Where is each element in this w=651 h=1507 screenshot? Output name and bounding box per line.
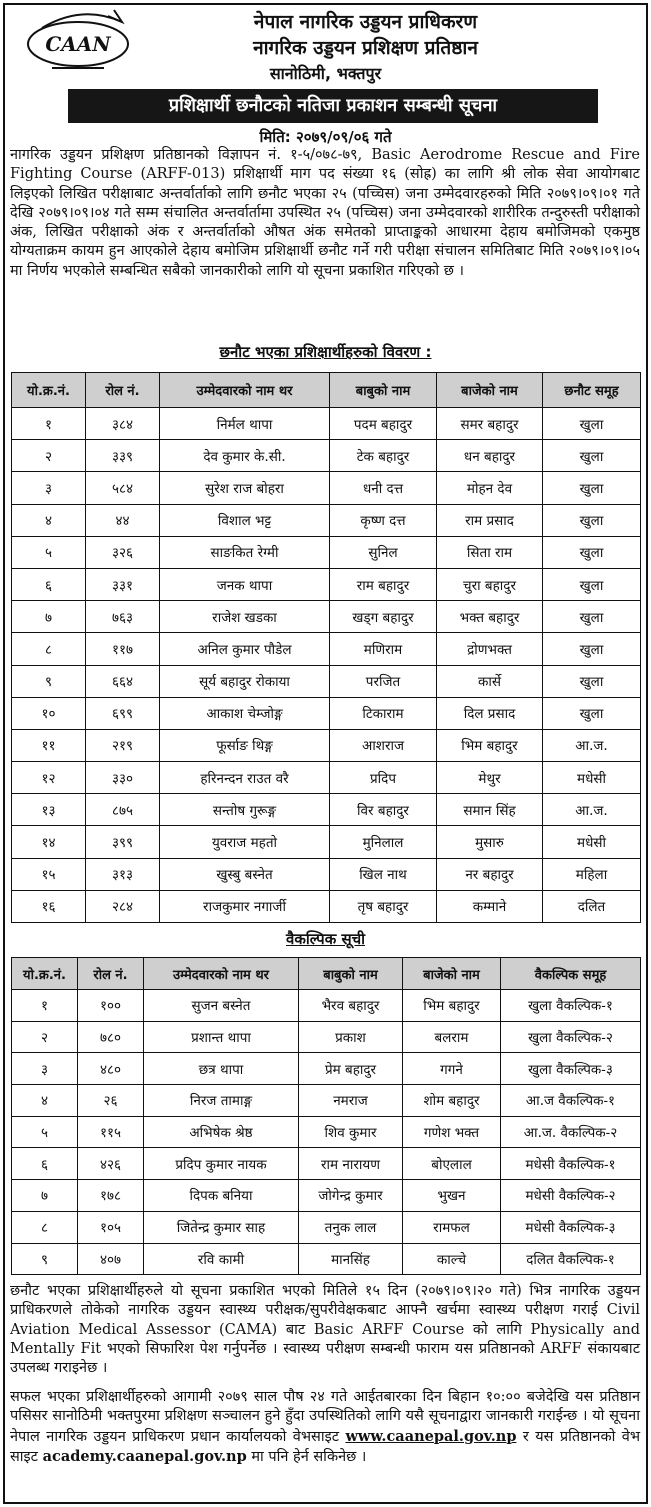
table-cell: समर बहादुर <box>437 408 543 440</box>
table-row <box>12 1180 641 1212</box>
table-cell: ५ <box>12 536 86 568</box>
table-cell: युवराज महतो <box>160 826 330 858</box>
table-cell: मधेसी वैकल्पिक-२ <box>501 1180 641 1212</box>
logo-text: CAAN <box>45 32 111 56</box>
table-row <box>12 472 641 504</box>
table-cell: ७८० <box>78 1021 144 1053</box>
column-header: रोल नं. <box>78 958 144 990</box>
table-cell: ७ <box>12 601 86 633</box>
table-row <box>12 665 641 697</box>
table-cell: ६ <box>12 1148 78 1180</box>
table-cell: सूर्य बहादुर रोकाया <box>160 665 330 697</box>
table-cell: ३३९ <box>86 440 160 472</box>
table-row <box>12 858 641 890</box>
table-header-row <box>12 373 641 408</box>
table-cell: ३३० <box>86 762 160 794</box>
table-cell: अनिल कुमार पौडेल <box>160 633 330 665</box>
table-row <box>12 601 641 633</box>
table-row <box>12 440 641 472</box>
table-cell: सुनिल <box>330 536 437 568</box>
table-cell: खुला <box>543 697 641 729</box>
table-row <box>12 1116 641 1148</box>
table-cell: मानसिंह <box>299 1243 403 1275</box>
table-cell: ३ <box>12 1053 78 1085</box>
table-cell: २६ <box>78 1085 144 1117</box>
table-cell: १०० <box>78 990 144 1022</box>
column-header: यो.क्र.नं. <box>12 373 86 408</box>
table-cell: १३ <box>12 794 86 826</box>
notice-title: प्रशिक्षार्थी छनौटको नतिजा प्रकाशन सम्बन्धी सूचना <box>68 89 598 123</box>
selected-candidates-table <box>11 372 641 923</box>
table-cell: खड्ग बहादुर <box>330 601 437 633</box>
table-cell: विर बहादुर <box>330 794 437 826</box>
table-cell: फूर्साङ थिङ्ग <box>160 729 330 761</box>
table-cell: शिव कुमार <box>299 1116 403 1148</box>
table-row <box>12 1211 641 1243</box>
final-paragraph <box>10 1388 640 1498</box>
table-cell: रवि कामी <box>144 1243 299 1275</box>
table-cell: साङकित रेग्मी <box>160 536 330 568</box>
table-cell: आ.ज. वैकल्पिक-२ <box>501 1116 641 1148</box>
table-cell: तनुक लाल <box>299 1211 403 1243</box>
notice-header <box>0 0 651 88</box>
table-cell: प्रशान्त थापा <box>144 1021 299 1053</box>
table-cell: दलित वैकल्पिक-१ <box>501 1243 641 1275</box>
table-cell: ४४ <box>86 504 160 536</box>
table-cell: जितेन्द्र कुमार साह <box>144 1211 299 1243</box>
column-header: यो.क्र.नं. <box>12 958 78 990</box>
table-cell: मधेसी वैकल्पिक-३ <box>501 1211 641 1243</box>
table-cell: ८ <box>12 633 86 665</box>
caanepal-website-link[interactable]: www.caanepal.gov.np <box>345 1427 517 1445</box>
academy-website-link[interactable]: academy.caanepal.gov.np <box>42 1447 247 1465</box>
table-cell: खुस्बु बस्नेत <box>160 858 330 890</box>
table-cell: १ <box>12 408 86 440</box>
medical-paragraph: छनौट भएका प्रशिक्षार्थीहरुले यो सूचना प्रकाशित भएको मितिले १५ दिन (२०७९।०९।२० गते) भित्र नागरिक उड्डयन प्राधिकरणले तोकेको नागरिक उड्डयन स्वास्थ्य परीक्षक/सुपरीवेक्षकबाट आफ्नै खर्चमा स्वास्थ्य परीक्षण गराई Civil Aviation Medical Assessor (CAMA) बाट Basic ARFF Course को लागि Physically and Mentally Fit भएको सिफारिश पेश गर्नुपर्नेछ । स्वास्थ्य परीक्षण सम्बन्धी फाराम यस प्रतिष्ठानको ARFF संकायबाट उपलब्ध गराइनेछ । <box>10 1283 640 1377</box>
table-cell: भक्त बहादुर <box>437 601 543 633</box>
table-cell: १ <box>12 990 78 1022</box>
table-row <box>12 762 641 794</box>
table-cell: खुला वैकल्पिक-१ <box>501 990 641 1022</box>
table-cell: ९ <box>12 665 86 697</box>
table-cell: सुजन बस्नेत <box>144 990 299 1022</box>
table-cell: खुला <box>543 568 641 600</box>
table-cell: १५ <box>12 858 86 890</box>
table-cell: ३९९ <box>86 826 160 858</box>
table-cell: ४ <box>12 1085 78 1117</box>
table-cell: ७ <box>12 1180 78 1212</box>
table-cell: खुला वैकल्पिक-३ <box>501 1053 641 1085</box>
table-row <box>12 568 641 600</box>
table-cell: दिल प्रसाद <box>437 697 543 729</box>
table-cell: बलराम <box>403 1021 501 1053</box>
table-row <box>12 633 641 665</box>
table-cell: १६ <box>12 890 86 922</box>
table-cell: १२ <box>12 762 86 794</box>
table-row <box>12 697 641 729</box>
table-cell: खुला <box>543 536 641 568</box>
table-cell: मुसारु <box>437 826 543 858</box>
table-cell: ४८० <box>78 1053 144 1085</box>
table-cell: निर्मल थापा <box>160 408 330 440</box>
table-cell: आ.ज. <box>543 794 641 826</box>
table-row <box>12 536 641 568</box>
table-cell: आ.ज वैकल्पिक-१ <box>501 1085 641 1117</box>
table-cell: प्रदिप <box>330 762 437 794</box>
table-cell: ३१३ <box>86 858 160 890</box>
table-cell: मुनिलाल <box>330 826 437 858</box>
table-cell: २ <box>12 1021 78 1053</box>
table-cell: नमराज <box>299 1085 403 1117</box>
table-cell: जोगेन्द्र कुमार <box>299 1180 403 1212</box>
table-row <box>12 1148 641 1180</box>
table-row <box>12 729 641 761</box>
table-cell: चुरा बहादुर <box>437 568 543 600</box>
column-header: बाजेको नाम <box>403 958 501 990</box>
table-cell: ४ <box>12 504 86 536</box>
table-cell: राम नारायण <box>299 1148 403 1180</box>
table-cell: मणिराम <box>330 633 437 665</box>
table-row <box>12 408 641 440</box>
table-cell: गणेश भक्त <box>403 1116 501 1148</box>
table-cell: द्रोणभक्त <box>437 633 543 665</box>
table-cell: बोएलाल <box>403 1148 501 1180</box>
table-cell: १७८ <box>78 1180 144 1212</box>
table-cell: सन्तोष गुरूङ्ग <box>160 794 330 826</box>
table-cell: नर बहादुर <box>437 858 543 890</box>
table-cell: तृष बहादुर <box>330 890 437 922</box>
column-header: वैकल्पिक समूह <box>501 958 641 990</box>
table-row <box>12 990 641 1022</box>
table-cell: धन बहादुर <box>437 440 543 472</box>
table-cell: ४२६ <box>78 1148 144 1180</box>
column-header: उम्मेदवारको नाम थर <box>144 958 299 990</box>
table-cell: भैरव बहादुर <box>299 990 403 1022</box>
table-cell: मेथुर <box>437 762 543 794</box>
table-cell: देव कुमार के.सी. <box>160 440 330 472</box>
table-row <box>12 504 641 536</box>
table-cell: राजकुमार नगार्जी <box>160 890 330 922</box>
table-cell: हरिनन्दन राउत वरै <box>160 762 330 794</box>
table-cell: ३ <box>12 472 86 504</box>
table-cell: मधेसी <box>543 826 641 858</box>
table-row <box>12 890 641 922</box>
table-cell: कार्से <box>437 665 543 697</box>
table-cell: आ.ज. <box>543 729 641 761</box>
table-cell: राम प्रसाद <box>437 504 543 536</box>
table-cell: गगने <box>403 1053 501 1085</box>
table-cell: मधेसी <box>543 762 641 794</box>
table-row <box>12 1085 641 1117</box>
table-cell: ७६३ <box>86 601 160 633</box>
table-row <box>12 1243 641 1275</box>
table-cell: छत्र थापा <box>144 1053 299 1085</box>
alternate-section-title: वैकल्पिक सूची <box>286 930 365 948</box>
table-cell: टिकाराम <box>330 697 437 729</box>
table-cell: ४०७ <box>78 1243 144 1275</box>
table-cell: खुला <box>543 601 641 633</box>
column-header: बाबुको नाम <box>299 958 403 990</box>
table-cell: अभिषेक श्रेष्ठ <box>144 1116 299 1148</box>
table-cell: ११७ <box>86 633 160 665</box>
table-cell: भिम बहादुर <box>403 990 501 1022</box>
table-cell: धनी दत्त <box>330 472 437 504</box>
table-cell: खुला <box>543 665 641 697</box>
column-header: छनौट समूह <box>543 373 641 408</box>
table-cell: ५८४ <box>86 472 160 504</box>
table-cell: १० <box>12 697 86 729</box>
table-cell: ११५ <box>78 1116 144 1148</box>
table-cell: समान सिंह <box>437 794 543 826</box>
table-cell: ३८४ <box>86 408 160 440</box>
table-cell: शोम बहादुर <box>403 1085 501 1117</box>
table-cell: प्रेम बहादुर <box>299 1053 403 1085</box>
table-cell: कम्माने <box>437 890 543 922</box>
table-cell: खुला <box>543 440 641 472</box>
table-cell: महिला <box>543 858 641 890</box>
org-name-line-2: नागरिक उड्डयन प्रशिक्षण प्रतिष्ठान <box>253 37 478 59</box>
final-text-2: र यस प्रतिष्ठानको वेभ साइट <box>10 1428 641 1465</box>
table-cell: खुला वैकल्पिक-२ <box>501 1021 641 1053</box>
column-header: बाजेको नाम <box>437 373 543 408</box>
selected-section-title: छनौट भएका प्रशिक्षार्थीहरुको विवरण : <box>219 343 432 361</box>
table-cell: दलित <box>543 890 641 922</box>
table-cell: ८ <box>12 1211 78 1243</box>
table-cell: २ <box>12 440 86 472</box>
table-cell: ३२६ <box>86 536 160 568</box>
intro-paragraph: नागरिक उड्डयन प्रशिक्षण प्रतिष्ठानको विज्ञापन नं. १-५/०७८-७९, Basic Aerodrome Rescue and Fire Fighting Course (ARFF-013) प्रशिक्षार्थी माग पद संख्या १६ (सोह्र) का लागि श्री लोक सेवा आयोगबाट लिइएको लिखित परीक्षाबाट अन्तर्वार्ताको लागि छनौट भएका २५ (पच्चिस) जना उम्मेदवारहरुको मिति २०७९।०९।०१ गते देखि २०७९।०९।०४ गते सम्म संचालित अन्तर्वार्तामा उपस्थित २५ (पच्चिस) जना उम्मेदवारको शारीरिक तन्दुरुस्ती परीक्षाको अंक, लिखित परीक्षाको अंक र अन्तर्वार्ताको औषत अंक समेतको प्राप्ताङ्कको आधारमा देहाय बमोजिमको एकमुष्ठ योग्यताक्रम कायम हुन आएकोले देहाय बमोजिम प्रशिक्षार्थी छनौट गर्ने गरी परीक्षा संचालन समितिबाट मिति २०७९।०९।०५ मा निर्णय भएकोले सम्बन्धित सबैको जानकारीको लागि यो सूचना प्रकाशित गरिएको छ । <box>10 147 640 279</box>
table-cell: जनक थापा <box>160 568 330 600</box>
table-cell: खुला <box>543 472 641 504</box>
table-cell: सुरेश राज बोहरा <box>160 472 330 504</box>
final-text-3: मा पनि हेर्न सकिनेछ । <box>251 1448 367 1465</box>
table-cell: खुला <box>543 504 641 536</box>
notice-date: मिति: २०७९/०९/०६ गते <box>259 128 392 146</box>
table-cell: ८७५ <box>86 794 160 826</box>
table-cell: भुखन <box>403 1180 501 1212</box>
alternate-candidates-table <box>11 957 641 1275</box>
table-cell: खुला <box>543 633 641 665</box>
table-cell: २१९ <box>86 729 160 761</box>
table-cell: दिपक बनिया <box>144 1180 299 1212</box>
table-cell: विशाल भट्ट <box>160 504 330 536</box>
table-cell: खिल नाथ <box>330 858 437 890</box>
table-cell: खुला <box>543 408 641 440</box>
column-header: उम्मेदवारको नाम थर <box>160 373 330 408</box>
table-cell: मोहन देव <box>437 472 543 504</box>
table-cell: सिता राम <box>437 536 543 568</box>
table-row <box>12 1021 641 1053</box>
table-cell: आशराज <box>330 729 437 761</box>
table-cell: रामफल <box>403 1211 501 1243</box>
table-cell: ११ <box>12 729 86 761</box>
final-text-1: सफल भएका प्रशिक्षार्थीहरुको आगामी २०७९ साल पौष २४ गते आईतबारका दिन बिहान १०:०० बजेदेखि यस प्रतिष्ठान पसिसर सानोठिमी भक्तपुरमा प्रशिक्षण सञ्चालन हुने हुँदा उपस्थितिको लागि यसै सूचनाद्वारा जानकारी गराईन्छ । यो सूचना नेपाल नागरिक उड्डयन प्राधिकरण प्रधान कार्यालयको वेभसाइट <box>10 1389 640 1445</box>
table-cell: ३३१ <box>86 568 160 600</box>
table-cell: १०५ <box>78 1211 144 1243</box>
table-cell: राजेश खडका <box>160 601 330 633</box>
column-header: बाबुको नाम <box>330 373 437 408</box>
table-cell: भिम बहादुर <box>437 729 543 761</box>
table-cell: काल्चे <box>403 1243 501 1275</box>
table-cell: ९ <box>12 1243 78 1275</box>
table-header-row <box>12 958 641 990</box>
table-cell: प्रदिप कुमार नायक <box>144 1148 299 1180</box>
table-cell: आकाश चेम्जोङ्ग <box>160 697 330 729</box>
table-cell: टेक बहादुर <box>330 440 437 472</box>
table-cell: ५ <box>12 1116 78 1148</box>
table-cell: पदम बहादुर <box>330 408 437 440</box>
org-name-line-1: नेपाल नागरिक उड्डयन प्राधिकरण <box>253 11 478 33</box>
table-cell: ६९९ <box>86 697 160 729</box>
table-cell: ६ <box>12 568 86 600</box>
column-header: रोल नं. <box>86 373 160 408</box>
org-location: सानोठिमी, भक्तपुर <box>269 64 382 83</box>
table-cell: ६६४ <box>86 665 160 697</box>
table-cell: परजित <box>330 665 437 697</box>
table-row <box>12 1053 641 1085</box>
table-cell: १४ <box>12 826 86 858</box>
table-cell: २८४ <box>86 890 160 922</box>
table-cell: निरज तामाङ्ग <box>144 1085 299 1117</box>
table-row <box>12 826 641 858</box>
table-cell: प्रकाश <box>299 1021 403 1053</box>
table-cell: राम बहादुर <box>330 568 437 600</box>
table-row <box>12 794 641 826</box>
table-cell: मधेसी वैकल्पिक-१ <box>501 1148 641 1180</box>
table-cell: कृष्ण दत्त <box>330 504 437 536</box>
